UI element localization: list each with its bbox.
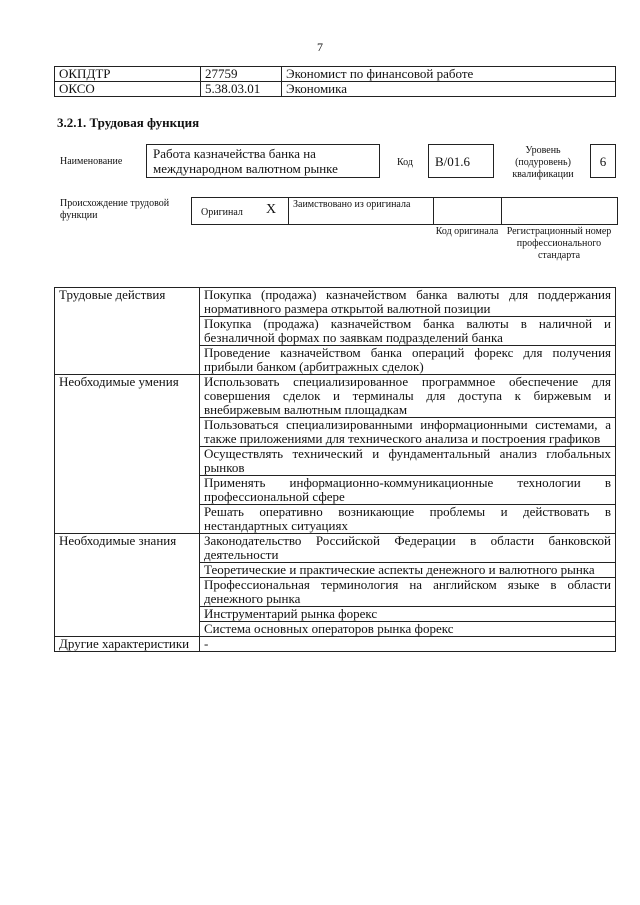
table-row	[55, 534, 616, 563]
level-label: Уровень (подуровень) квалификации	[512, 145, 574, 180]
section-item: Профессиональная терминология на английском языке в области денежного рынка	[200, 578, 616, 607]
borrowed-label: Заимствовано из оригинала	[293, 199, 411, 210]
page-number: 7	[317, 40, 323, 54]
section-item: Система основных операторов рынка форекс	[200, 622, 616, 637]
original-label: Оригинал	[201, 207, 243, 218]
section-label: Необходимые знания	[55, 534, 200, 637]
table-row	[55, 67, 616, 82]
section-label: Необходимые умения	[55, 375, 200, 534]
section-item: Осуществлять технический и фундаментальный анализ глобальных рынков	[200, 447, 616, 476]
code-original-label: Код оригинала	[435, 226, 499, 237]
code-system: ОКСО	[55, 82, 201, 97]
section-item: Инструментарий рынка форекс	[200, 607, 616, 622]
code-title: Экономист по финансовой работе	[282, 67, 616, 82]
section-title: 3.2.1. Трудовая функция	[57, 115, 200, 130]
divider	[288, 198, 289, 224]
divider	[501, 198, 502, 224]
table-row	[55, 82, 616, 97]
section-item: Использовать специализированное программное обеспечение для совершения сделок и терминалы для доступа к биржевым и внебиржевым валютным площадкам	[200, 375, 616, 418]
section-label: Другие характеристики	[55, 637, 200, 652]
origin-label: Происхождение трудовой функции	[60, 198, 170, 221]
table-row	[55, 637, 616, 652]
origin-box	[191, 197, 618, 225]
function-code: B/01.6	[428, 144, 494, 178]
section-item: Решать оперативно возникающие проблемы и действовать в нестандартных ситуациях	[200, 505, 616, 534]
function-name: Работа казначейства банка на международном валютном рынке	[146, 144, 380, 178]
section-item: Покупка (продажа) казначейством банка валюты в наличной и безналичной формах по заявкам подразделений банка	[200, 317, 616, 346]
kod-label: Код	[397, 157, 413, 168]
table-row	[55, 288, 616, 317]
section-item: Пользоваться специализированными информационными системами, а также приложениями для технического анализа и построения графиков	[200, 418, 616, 447]
classifier-codes-table	[54, 66, 616, 97]
section-item: Покупка (продажа) казначейством банка валюты для поддержания нормативного размера открытой валютной позиции	[200, 288, 616, 317]
level-value: 6	[590, 144, 616, 178]
naim-label: Наименование	[60, 156, 123, 167]
divider	[433, 198, 434, 224]
section-item: Применять информационно-коммуникационные технологии в профессиональной сфере	[200, 476, 616, 505]
labor-function-table	[54, 287, 616, 652]
section-item: -	[200, 637, 616, 652]
code-value: 5.38.03.01	[201, 82, 282, 97]
section-label: Трудовые действия	[55, 288, 200, 375]
code-title: Экономика	[282, 82, 616, 97]
reg-number-label: Регистрационный номер профессионального стандарта	[506, 226, 612, 261]
table-row	[55, 375, 616, 418]
code-value: 27759	[201, 67, 282, 82]
section-item: Теоретические и практические аспекты денежного и валютного рынка	[200, 563, 616, 578]
section-item: Проведение казначейством банка операций форекс для получения прибыли банком (арбитражных сделок)	[200, 346, 616, 375]
original-mark: X	[266, 202, 277, 217]
section-item: Законодательство Российской Федерации в области банковской деятельности	[200, 534, 616, 563]
code-system: ОКПДТР	[55, 67, 201, 82]
